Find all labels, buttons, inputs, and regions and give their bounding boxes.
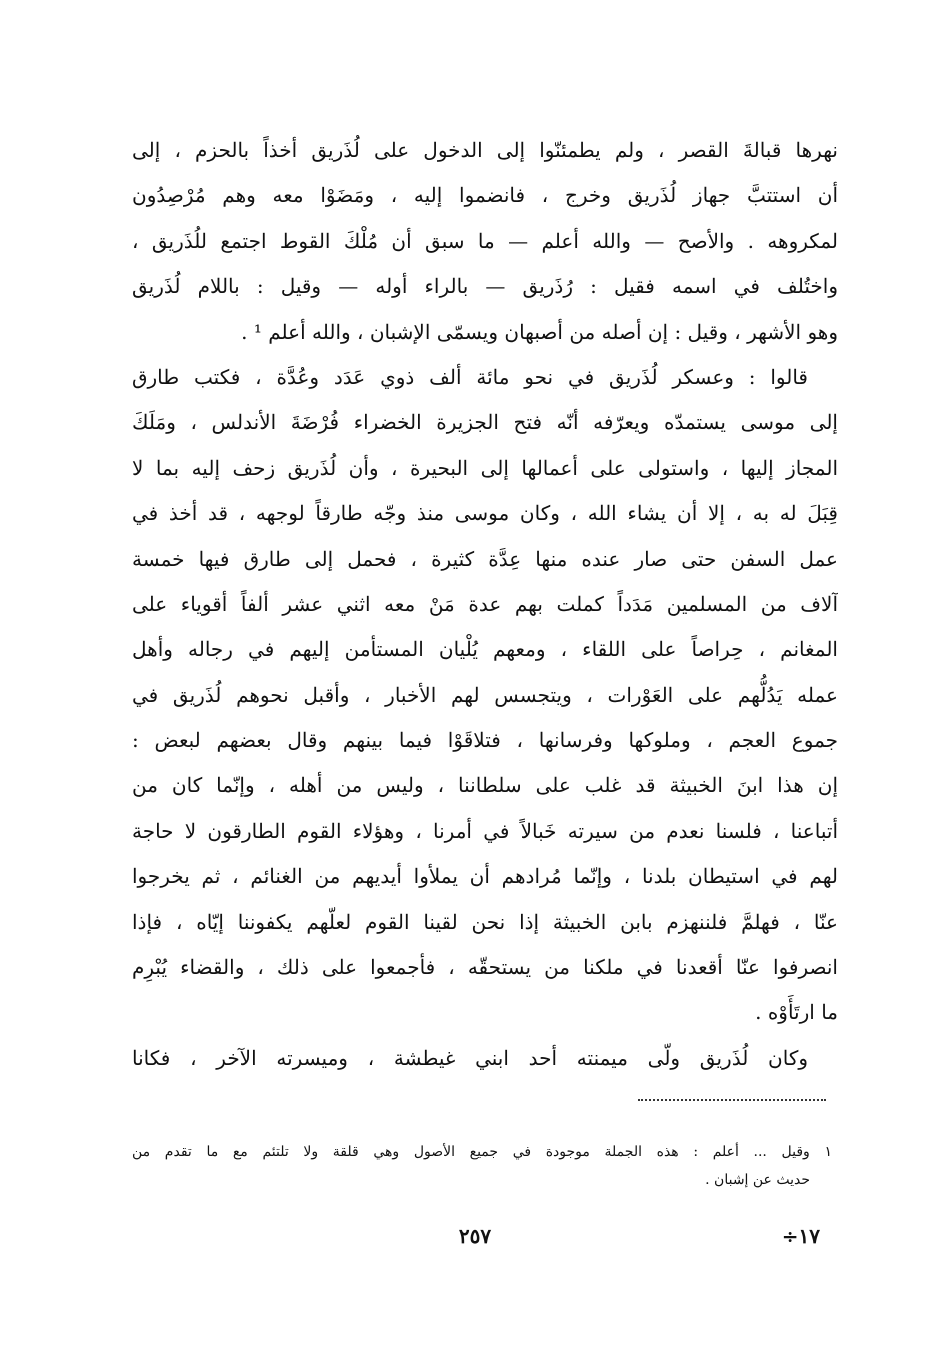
text-line: عمل السفن حتى صار عنده منها عِدَّة كثيرة ، فحمل إلى طارق فيها خمسة: [132, 546, 838, 571]
footnote-line: ١ وقيل ... أعلم : هذه الجملة موجودة في جميع الأصول وهي قلقة ولا تلتئم مع ما تقدم من: [132, 1144, 832, 1160]
text-line: لهم في استيطان بلدنا ، وإنّما مُرادهم أن يملأوا أيديهم من الغنائم ، ثم يخرجوا: [132, 864, 838, 889]
text-line: إلى موسى يستمدّه ويعرّفه أنّه فتح الجزيرة الخضراء فُرْضَةَ الأندلس ، ومَلَكَ: [132, 410, 838, 435]
text-line: واختُلف في اسمه فقيل : رُذَريق — بالراء أوله — وقيل : باللام لُذَريق: [132, 274, 838, 299]
text-line: أتباعنا ، فلسنا نعدم من سيرته خَبالاً في أمرنا ، وهؤلاء القوم الطارقون لا حاجة: [132, 818, 838, 843]
text-line: عنّا ، فهلمَّ فلننهزم بابن الخبيثة إذا نحن لقينا القوم لعلّهم يكفوننا إيّاه ، فإذا: [132, 909, 838, 934]
text-line: أن استتبَّ جهاز لُذَريق وخرج ، فانضموا إليه ، ومَضَوْا معه وهم مُرْصِدُون: [132, 183, 838, 208]
text-line: جموع العجم ، وملوكها وفرسانها ، فتلاقَوْا فيما بينهم وقال بعضهم لبعض :: [132, 728, 838, 753]
page-number: ٢٥٧: [458, 1224, 492, 1248]
text-line: قالوا : وعسكر لُذَريق في نحو مائة ألف ذوي عَدَد وعُدَّة ، فكتب طارق: [132, 364, 808, 389]
text-line: عمله يَدُلُّهم على العَوْرات ، ويتجسس لهم الأخبار ، وأقبل نحوهم لُذَريق في: [132, 682, 838, 707]
text-line: قِبَلَ له به ، إلا أن يشاء الله ، وكان موسى منذ وجّه طارقاً لوجهه ، قد أخذ في: [132, 501, 838, 526]
text-line: وهو الأشهر ، وقيل : إن أصله من أصبهان ويسمّى الإشبان ، والله أعلم ¹ .: [241, 319, 838, 344]
text-line: آلاف من المسلمين مَدَداً كملت بهم عدة مَنْ معه اثني عشر ألفاً أقوياء على: [132, 591, 838, 616]
footnote-line: حديث عن إشبان .: [705, 1172, 810, 1188]
text-line: المغانم ، حِراصاً على اللقاء ، ومعهم يُلْيان المستأمن إليهم في رجاله وأهل: [132, 637, 838, 662]
footnote: [132, 1138, 832, 1194]
text-line: ما ارتَأَوْه .: [755, 1000, 838, 1025]
text-line: المجاز إليها ، واستولى على أعمالها إلى البحيرة ، وأن لُذَريق زحف إليه بما لا: [132, 455, 838, 480]
text-line: انصرفوا عنّا أقعدنا في ملكنا من يستحقّه ، فأجمعوا على ذلك ، والقضاء يُبْرِم: [132, 955, 838, 980]
text-line: لمكروهه . والأصح — والله أعلم — ما سبق أن مُلْكَ القوط اجتمع للُذَريق ،: [132, 228, 838, 253]
footnote-divider: [638, 1099, 826, 1101]
text-line: إن هذا ابنَ الخبيثة قد غلب على سلطاننا ، وليس من أهله ، وإنّما كان من: [132, 773, 838, 798]
text-line: نهرها قبالةَ القصر ، ولم يطمئنّوا إلى الدخول على لُذَريق أخذاً بالحزم ، إلى: [132, 138, 838, 162]
printer-signature: ١٧÷: [781, 1224, 820, 1248]
main-text: [132, 128, 838, 1081]
text-line: وكان لُذَريق ولّى ميمنته أحد ابني غيطشة ، وميسرته الآخر ، فكانا: [132, 1045, 809, 1070]
